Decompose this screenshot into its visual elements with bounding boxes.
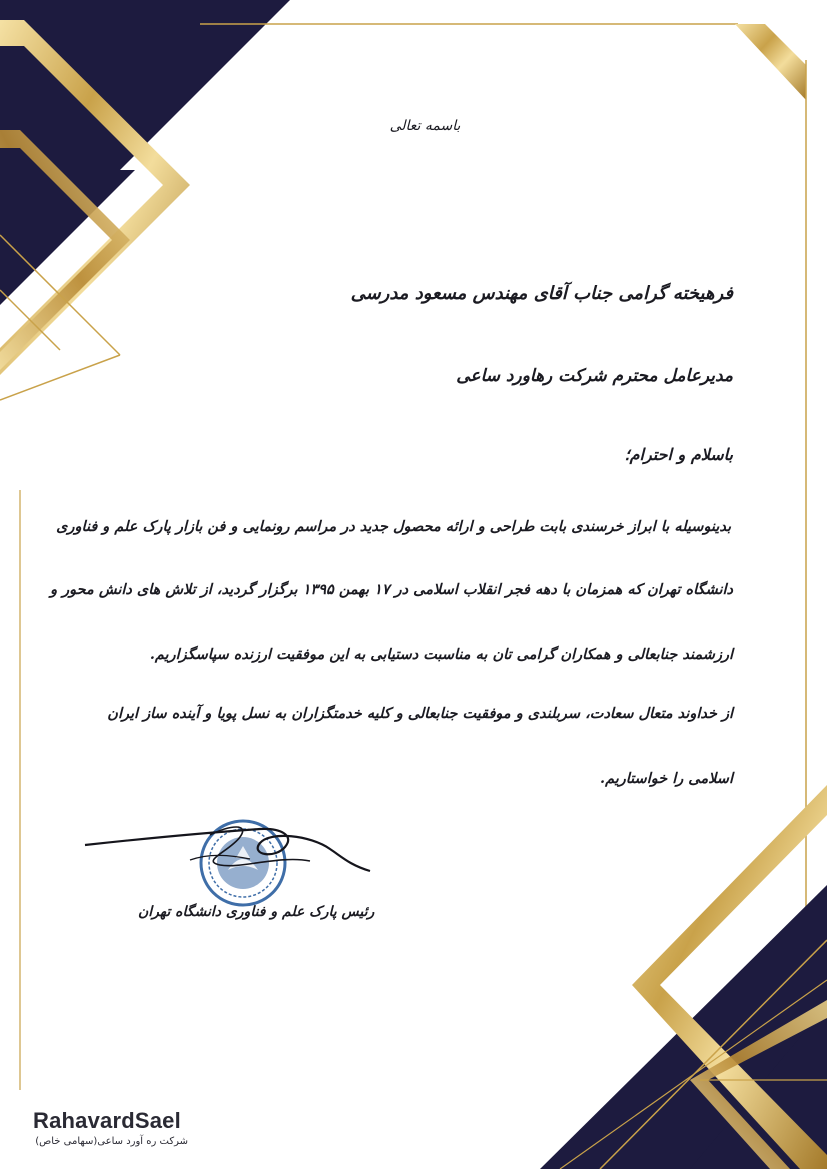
company-brand — [33, 1108, 188, 1147]
letter-greeting: باسلام و احترام؛ — [624, 445, 733, 464]
signatory-title: رئیس پارک علم و فناوری دانشگاه تهران — [138, 904, 375, 920]
body-line: اسلامی را خواستاریم. — [600, 770, 733, 787]
body-line: از خداوند متعال سعادت، سربلندی و موفقیت جنابعالی و کلیه خدمتگزاران به نسل پویا و آینده ساز ایران — [107, 705, 733, 722]
body-line: دانشگاه تهران که همزمان با دهه فجر انقلاب اسلامی در ۱۷ بهمن ۱۳۹۵ برگزار گردید، از تلاش های دانش محور و — [50, 581, 733, 598]
recipient-title-line: مدیرعامل محترم شرکت رهاورد ساعی — [456, 366, 733, 386]
handwritten-signature-icon — [80, 815, 380, 900]
brand-name: RahavardSael — [33, 1108, 181, 1133]
letter-invocation: باسمه تعالی — [389, 118, 461, 134]
body-line: ارزشمند جنابعالی و همکاران گرامی تان به مناسبت دستیابی به این موفقیت ارزنده سپاسگزاریم. — [149, 646, 733, 663]
brand-subtitle: شرکت ره آورد ساعی(سهامی خاص) — [35, 1136, 188, 1147]
body-line: بدینوسیله با ابراز خرسندی بابت طراحی و ارائه محصول جدید در مراسم رونمایی و فن بازار پارک علم و فناوری — [56, 518, 731, 535]
recipient-name-line: فرهیخته گرامی جناب آقای مهندس مسعود مدرسی — [350, 283, 733, 304]
